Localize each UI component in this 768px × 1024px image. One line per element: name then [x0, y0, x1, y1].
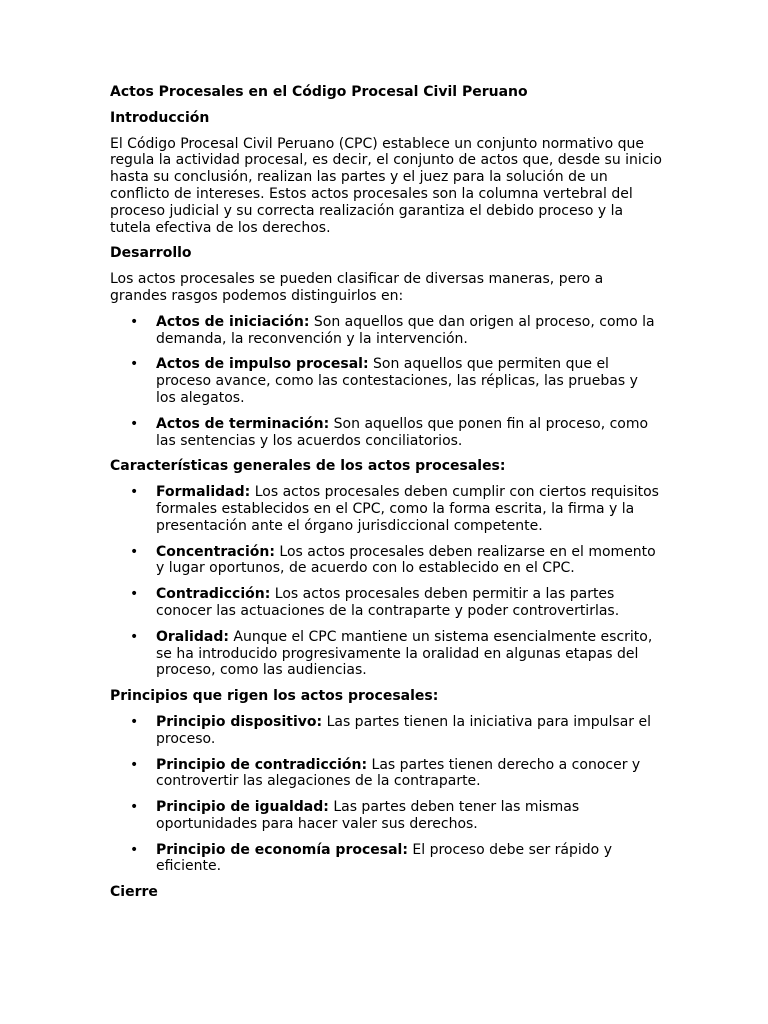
- list-item-text: Son aquellos que ponen fin al proceso, como las sentencias y los acuerdos conciliatorios.: [156, 415, 649, 449]
- list-item: [110, 714, 662, 748]
- list-item-term: Contradicción:: [156, 586, 271, 603]
- list-item: [110, 416, 662, 450]
- list-item-term: Principio de contradicción:: [156, 756, 368, 773]
- list-item-term: Oralidad:: [156, 628, 229, 645]
- closing-heading: Cierre: [110, 884, 158, 901]
- list-item-term: Concentración:: [156, 543, 275, 560]
- bullet-icon: •: [130, 713, 139, 730]
- bullet-icon: •: [130, 415, 139, 432]
- development-paragraph: Los actos procesales se pueden clasificar de diversas maneras, pero a grandes rasgos podemos distinguirlos en:: [110, 271, 604, 304]
- list-item-text: Son aquellos que dan origen al proceso, como la demanda, la reconvención y la intervención.: [156, 313, 655, 347]
- list-item-term: Actos de impulso procesal:: [156, 356, 369, 373]
- list-item: [110, 799, 662, 833]
- bullet-icon: •: [130, 356, 139, 373]
- list-item-text: Los actos procesales deben cumplir con ciertos requisitos formales establecidos en el CPC, como la forma escrita, la firma y la presentación ante el órgano jurisdiccional competente.: [156, 484, 659, 534]
- list-item-text: Los actos procesales deben permitir a las partes conocer las actuaciones de la contraparte y poder controvertirlas.: [156, 586, 620, 619]
- bullet-icon: •: [130, 586, 139, 603]
- intro-paragraph: El Código Procesal Civil Peruano (CPC) establece un conjunto normativo que regula la actividad procesal, es decir, el conjunto de actos que, desde su inicio hasta su conclusión, realizan las partes y el juez para la solución de un conflicto de intereses. Estos actos procesales son la columna vertebral del proceso judicial y su correcta realización garantiza el debido proceso y la tutela efectiva de los derechos.: [110, 135, 662, 236]
- list-item-text: Los actos procesales deben realizarse en el momento y lugar oportunos, de acuerdo con lo establecido en el CPC.: [156, 543, 656, 577]
- list-item-text: Las partes tienen la iniciativa para impulsar el proceso.: [156, 713, 651, 747]
- bullet-icon: •: [130, 313, 139, 330]
- list-item: [110, 842, 662, 876]
- list-item-text: Las partes tienen derecho a conocer y controvertir las alegaciones de la contraparte.: [156, 756, 641, 790]
- bullet-icon: •: [130, 484, 139, 501]
- document-page: [110, 84, 662, 910]
- characteristics-list: [110, 484, 662, 679]
- list-item-term: Actos de terminación:: [156, 415, 330, 432]
- bullet-icon: •: [130, 756, 139, 773]
- list-item: [110, 757, 662, 791]
- bullet-icon: •: [130, 841, 139, 858]
- bullet-icon: •: [130, 628, 139, 645]
- list-item: [110, 629, 662, 679]
- list-item: [110, 484, 662, 534]
- list-item-term: Principio de igualdad:: [156, 799, 329, 816]
- characteristics-heading: Características generales de los actos procesales:: [110, 458, 506, 475]
- list-item-term: Actos de iniciación:: [156, 313, 310, 330]
- list-item-term: Principio dispositivo:: [156, 713, 323, 730]
- act-types-list: [110, 314, 662, 450]
- principles-heading: Principios que rigen los actos procesales:: [110, 688, 439, 705]
- list-item: [110, 314, 662, 348]
- bullet-icon: •: [130, 799, 139, 816]
- list-item-text: El proceso debe ser rápido y eficiente.: [156, 841, 612, 875]
- list-item-term: Formalidad:: [156, 484, 251, 501]
- intro-heading: Introducción: [110, 109, 210, 126]
- list-item: [110, 544, 662, 578]
- principles-list: [110, 714, 662, 875]
- list-item-text: Aunque el CPC mantiene un sistema esencialmente escrito, se ha introducido progresivamente la oralidad en algunas etapas del proceso, como las audiencias.: [156, 628, 653, 679]
- list-item-text: Son aquellos que permiten que el proceso avance, como las contestaciones, las réplicas, las pruebas y los alegatos.: [156, 356, 638, 406]
- list-item: [110, 586, 662, 620]
- document-title: Actos Procesales en el Código Procesal Civil Peruano: [110, 84, 528, 100]
- list-item-text: Las partes deben tener las mismas oportunidades para hacer valer sus derechos.: [156, 799, 580, 832]
- development-heading: Desarrollo: [110, 245, 192, 262]
- bullet-icon: •: [130, 543, 139, 560]
- list-item: [110, 356, 662, 406]
- list-item-term: Principio de economía procesal:: [156, 841, 408, 858]
